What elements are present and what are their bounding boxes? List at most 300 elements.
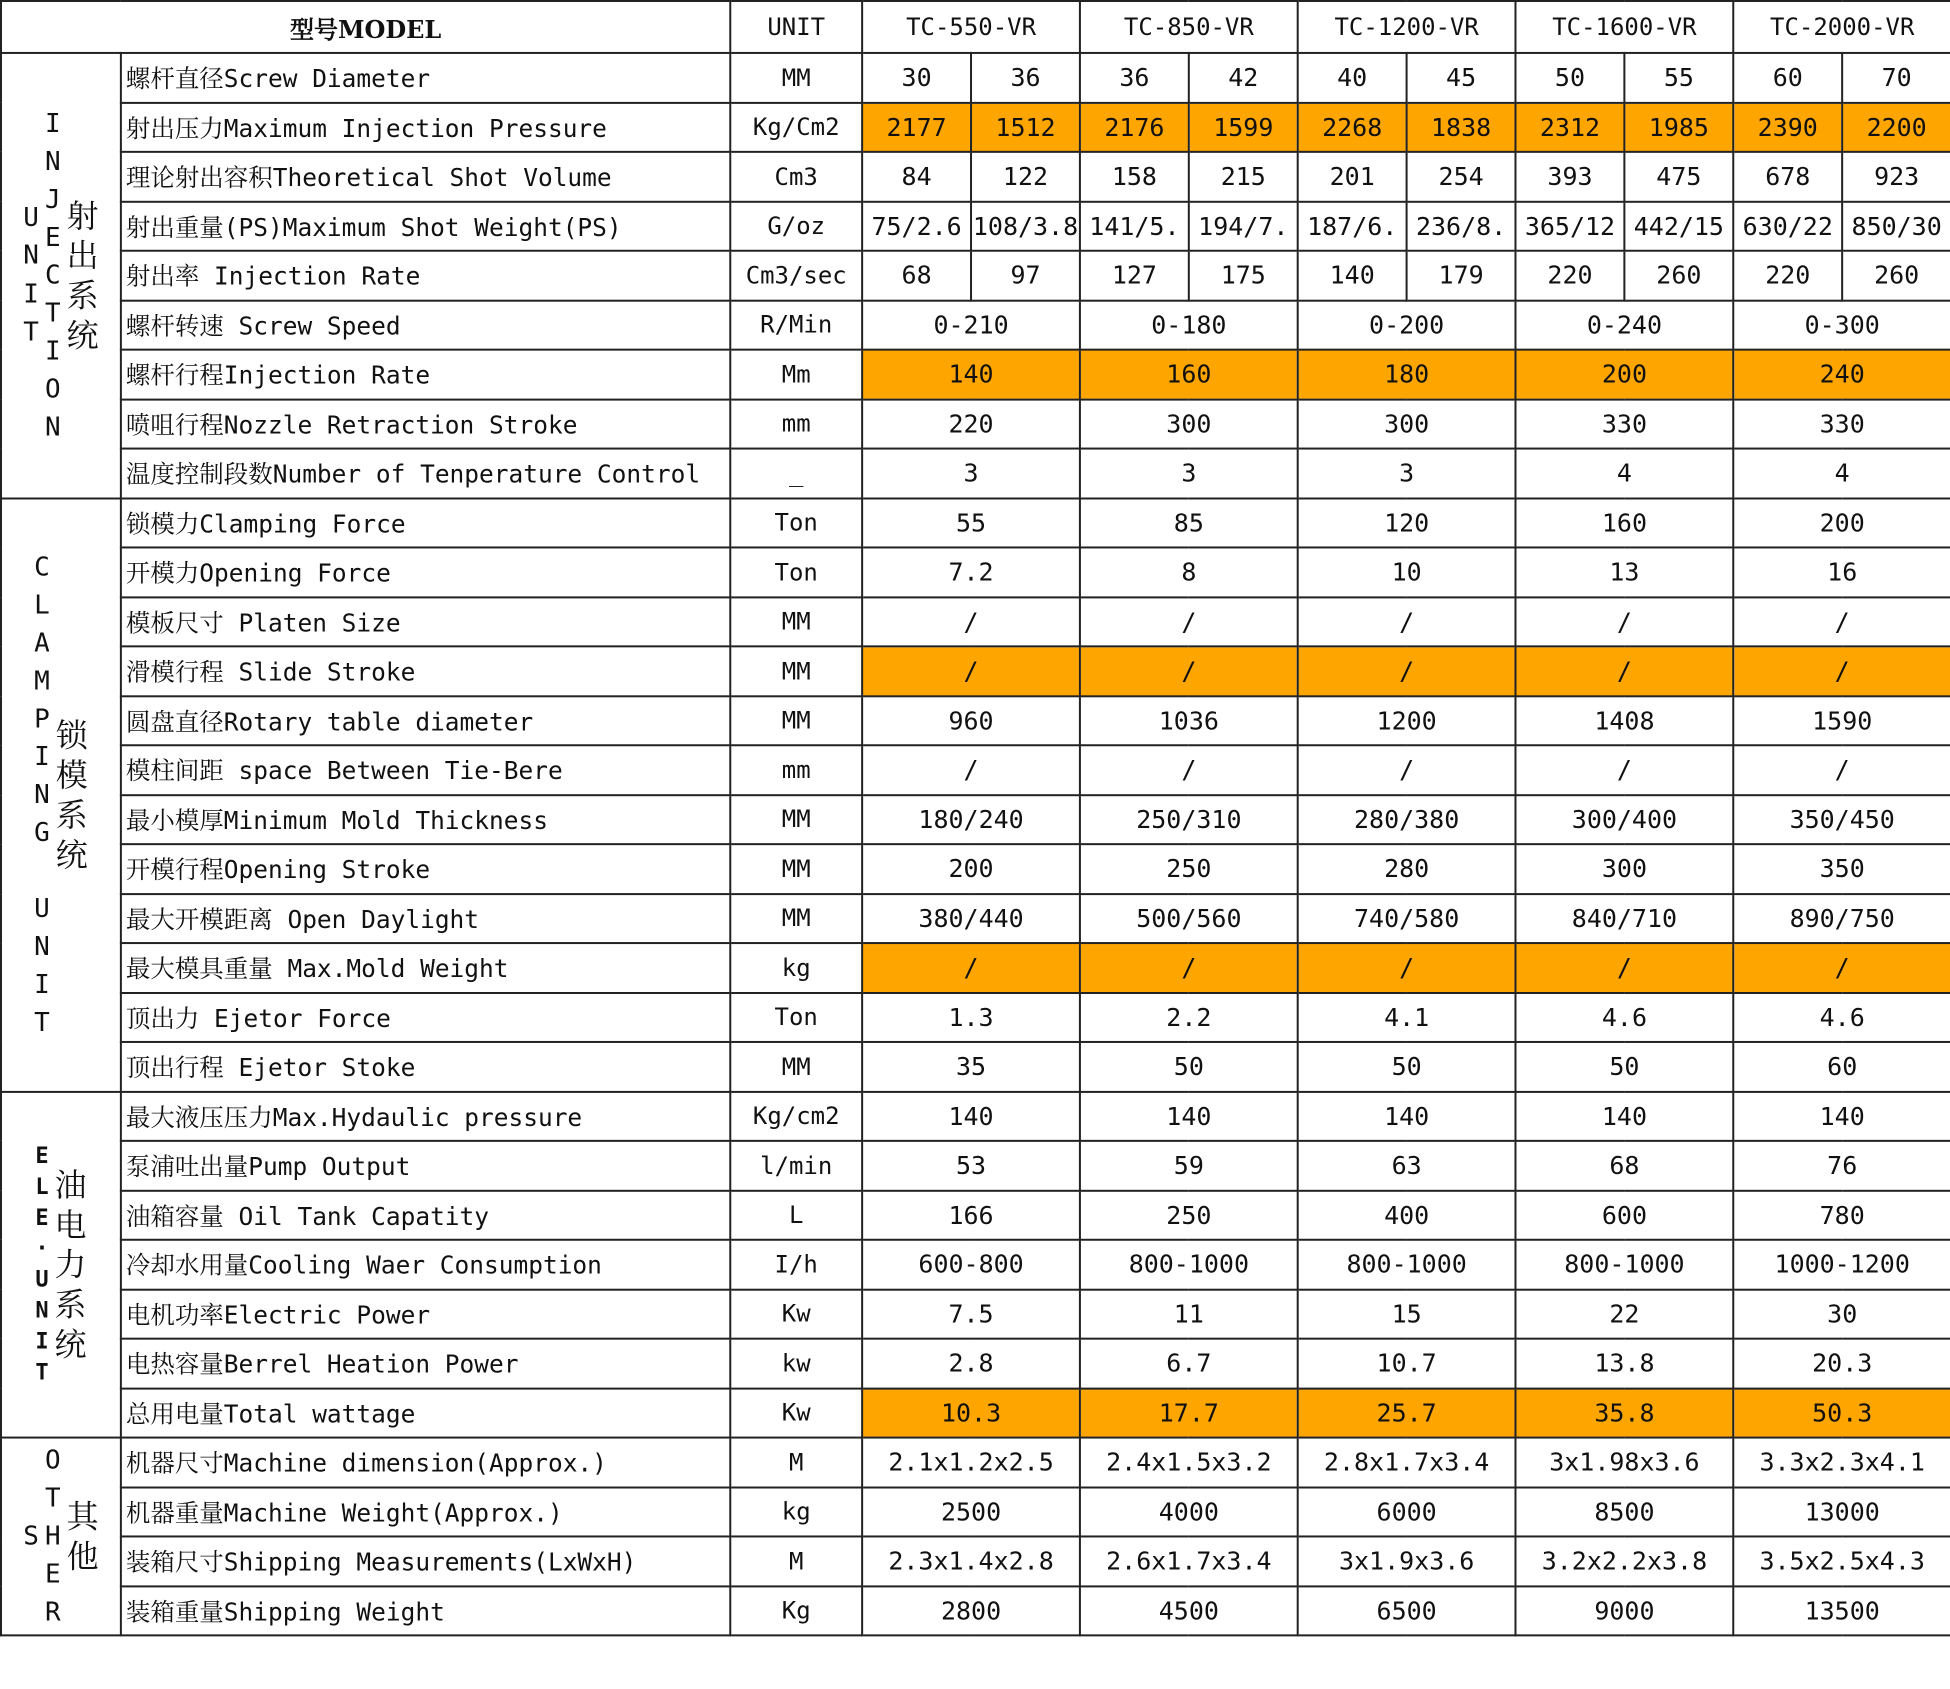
row-label: 装箱尺寸Shipping Measurements(LxWxH) <box>121 1536 730 1585</box>
value-cell: 1599 <box>1189 102 1298 151</box>
section-letter: U <box>35 1267 49 1293</box>
value-cell: 15 <box>1298 1289 1516 1338</box>
value-cell: 2.4x1.5x3.2 <box>1080 1438 1298 1487</box>
value-cell: 1036 <box>1080 696 1298 745</box>
value-cell: 11 <box>1080 1289 1298 1338</box>
value-cell: 2176 <box>1080 102 1189 151</box>
section-letter: E <box>44 222 61 253</box>
section-letter: N <box>35 1298 49 1324</box>
value-cell: 2500 <box>862 1487 1080 1536</box>
spec-row <box>1 1438 1950 1487</box>
section-letter: 锁 <box>55 715 88 754</box>
row-unit: MM <box>730 597 862 646</box>
row-unit: kw <box>730 1339 862 1388</box>
value-cell: / <box>862 597 1080 646</box>
value-cell: 13 <box>1516 547 1734 596</box>
row-unit: MM <box>730 894 862 943</box>
value-cell: 800-1000 <box>1516 1240 1734 1289</box>
row-label: 射出压力Maximum Injection Pressure <box>121 102 730 151</box>
section-injection-unit <box>1 53 121 498</box>
section-letters <box>55 1165 87 1365</box>
value-cell: 158 <box>1080 152 1189 201</box>
value-cell: 140 <box>1733 1091 1950 1140</box>
value-cell: 1408 <box>1516 696 1734 745</box>
section-letter: · <box>35 1236 49 1262</box>
section-letter: O <box>44 374 61 405</box>
row-label: 喷咀行程Nozzle Retraction Stroke <box>121 399 730 448</box>
row-label: 射出重量(PS)Maximum Shot Weight(PS) <box>121 201 730 250</box>
section-letters <box>23 199 39 353</box>
value-cell: / <box>1733 646 1950 695</box>
value-cell: / <box>1080 597 1298 646</box>
section-letter: I <box>35 1329 49 1355</box>
value-cell: / <box>1080 646 1298 695</box>
spec-row <box>1 597 1950 646</box>
spec-row <box>1 1487 1950 1536</box>
spec-row <box>1 1141 1950 1190</box>
row-label: 模板尺寸 Platen Size <box>121 597 730 646</box>
section-letters <box>67 196 99 356</box>
value-cell: 3 <box>862 449 1080 498</box>
value-cell: 200 <box>862 844 1080 893</box>
value-cell: 141/5. <box>1080 201 1189 250</box>
value-cell: 140 <box>1298 1091 1516 1140</box>
row-label: 最小模厚Minimum Mold Thickness <box>121 795 730 844</box>
value-cell: / <box>862 943 1080 992</box>
section-label <box>2 1092 120 1436</box>
spec-row <box>1 646 1950 695</box>
value-cell: 280 <box>1298 844 1516 893</box>
section-letter: P <box>34 703 50 734</box>
value-cell: 6500 <box>1298 1586 1516 1635</box>
value-cell: 220 <box>1733 251 1842 300</box>
section-letter: 力 <box>54 1245 87 1284</box>
row-label: 圆盘直径Rotary table diameter <box>121 696 730 745</box>
value-cell: 780 <box>1733 1190 1950 1239</box>
spec-row <box>1 498 1950 547</box>
section-letter: 统 <box>55 835 88 874</box>
value-cell: 68 <box>862 251 971 300</box>
spec-row <box>1 300 1950 349</box>
value-cell: 60 <box>1733 53 1842 102</box>
row-unit: Ton <box>730 498 862 547</box>
value-cell: 50 <box>1516 1042 1734 1091</box>
value-cell: 250/310 <box>1080 795 1298 844</box>
value-cell: 140 <box>1516 1091 1734 1140</box>
section-letters <box>45 1442 61 1632</box>
value-cell: 442/15 <box>1624 201 1733 250</box>
section-letter: 模 <box>55 755 88 794</box>
value-cell: 50.3 <box>1733 1388 1950 1437</box>
value-cell: 1000-1200 <box>1733 1240 1950 1289</box>
section-letter: 其 <box>66 1497 99 1536</box>
row-unit: Ton <box>730 993 862 1042</box>
section-other <box>1 1438 121 1636</box>
value-cell: 166 <box>862 1190 1080 1239</box>
value-cell: 160 <box>1516 498 1734 547</box>
value-cell: 2800 <box>862 1586 1080 1635</box>
row-label: 冷却水用量Cooling Waer Consumption <box>121 1240 730 1289</box>
value-cell: 3.5x2.5x4.3 <box>1733 1536 1950 1585</box>
row-unit: Mm <box>730 350 862 399</box>
value-cell: 0-300 <box>1733 300 1950 349</box>
row-label: 泵浦吐出量Pump Output <box>121 1141 730 1190</box>
value-cell: 17.7 <box>1080 1388 1298 1437</box>
value-cell: 850/30 <box>1842 201 1950 250</box>
value-cell: 120 <box>1298 498 1516 547</box>
value-cell: 1512 <box>971 102 1080 151</box>
value-cell: 1985 <box>1624 102 1733 151</box>
value-cell: 2268 <box>1298 102 1407 151</box>
value-cell: 55 <box>1624 53 1733 102</box>
row-unit: _ <box>730 449 862 498</box>
value-cell: 2.2 <box>1080 993 1298 1042</box>
value-cell: / <box>1298 745 1516 794</box>
row-unit: kg <box>730 943 862 992</box>
value-cell: 70 <box>1842 53 1950 102</box>
value-cell: / <box>1298 943 1516 992</box>
spec-row <box>1 1388 1950 1437</box>
spec-row <box>1 449 1950 498</box>
value-cell: 220 <box>862 399 1080 448</box>
section-letter: 油 <box>54 1165 87 1204</box>
value-cell: 194/7. <box>1189 201 1298 250</box>
row-unit: MM <box>730 53 862 102</box>
row-label: 顶出行程 Ejetor Stoke <box>121 1042 730 1091</box>
row-unit: mm <box>730 745 862 794</box>
row-label: 顶出力 Ejetor Force <box>121 993 730 1042</box>
value-cell: 180 <box>1298 350 1516 399</box>
row-unit: MM <box>730 696 862 745</box>
value-cell: 2390 <box>1733 102 1842 151</box>
row-unit: Cm3 <box>730 152 862 201</box>
value-cell: 890/750 <box>1733 894 1950 943</box>
unit-header: UNIT <box>730 1 862 53</box>
section-letter: N <box>44 146 61 177</box>
value-cell: / <box>1516 597 1734 646</box>
row-label: 螺杆转速 Screw Speed <box>121 300 730 349</box>
row-label: 开模力Opening Force <box>121 547 730 596</box>
spec-row <box>1 399 1950 448</box>
section-letter: 他 <box>66 1537 99 1576</box>
value-cell: 300 <box>1516 844 1734 893</box>
section-letter: H <box>44 1521 61 1552</box>
value-cell: 1.3 <box>862 993 1080 1042</box>
section-letter: 射 <box>66 196 99 235</box>
section-letter: L <box>35 1174 49 1200</box>
value-cell: / <box>1298 597 1516 646</box>
value-cell: 240 <box>1733 350 1950 399</box>
value-cell: 2.8 <box>862 1339 1080 1388</box>
value-cell: 0-200 <box>1298 300 1516 349</box>
value-cell: 127 <box>1080 251 1189 300</box>
value-cell: 2200 <box>1842 102 1950 151</box>
section-letter: E <box>44 1559 61 1590</box>
section-letter: L <box>34 589 50 620</box>
value-cell: 50 <box>1080 1042 1298 1091</box>
value-cell: 9000 <box>1516 1586 1734 1635</box>
row-label: 射出率 Injection Rate <box>121 251 730 300</box>
section-letter: A <box>34 627 50 658</box>
spec-row <box>1 547 1950 596</box>
value-cell: 215 <box>1189 152 1298 201</box>
value-cell: / <box>1298 646 1516 695</box>
section-clamping-unit <box>1 498 121 1091</box>
value-cell: 175 <box>1189 251 1298 300</box>
value-cell: 10.7 <box>1298 1339 1516 1388</box>
value-cell: / <box>1733 597 1950 646</box>
section-letter <box>34 852 50 890</box>
row-label: 最大液压压力Max.Hydaulic pressure <box>121 1091 730 1140</box>
row-label: 电机功率Electric Power <box>121 1289 730 1338</box>
value-cell: 53 <box>862 1141 1080 1190</box>
value-cell: 36 <box>971 53 1080 102</box>
value-cell: 22 <box>1516 1289 1734 1338</box>
row-label: 开模行程Opening Stroke <box>121 844 730 893</box>
value-cell: 140 <box>862 1091 1080 1140</box>
value-cell: 1590 <box>1733 696 1950 745</box>
value-cell: 3x1.9x3.6 <box>1298 1536 1516 1585</box>
value-cell: 254 <box>1407 152 1516 201</box>
value-cell: 0-180 <box>1080 300 1298 349</box>
value-cell: 260 <box>1842 251 1950 300</box>
value-cell: 8500 <box>1516 1487 1734 1536</box>
value-cell: 35.8 <box>1516 1388 1734 1437</box>
value-cell: 2312 <box>1516 102 1625 151</box>
value-cell: 4.6 <box>1516 993 1734 1042</box>
row-unit: Kg/cm2 <box>730 1091 862 1140</box>
row-label: 电热容量Berrel Heation Power <box>121 1339 730 1388</box>
value-cell: 300/400 <box>1516 795 1734 844</box>
value-cell: 13.8 <box>1516 1339 1734 1388</box>
value-cell: 380/440 <box>862 894 1080 943</box>
row-unit: Cm3/sec <box>730 251 862 300</box>
value-cell: 140 <box>862 350 1080 399</box>
value-cell: 4 <box>1733 449 1950 498</box>
section-letter: C <box>34 551 50 582</box>
row-label: 最大开模距离 Open Daylight <box>121 894 730 943</box>
row-unit: MM <box>730 646 862 695</box>
value-cell: / <box>862 745 1080 794</box>
section-letter: T <box>34 1007 50 1038</box>
section-letter: T <box>23 317 39 348</box>
value-cell: 300 <box>1080 399 1298 448</box>
value-cell: / <box>862 646 1080 695</box>
row-unit: kg <box>730 1487 862 1536</box>
section-letters <box>34 548 50 1042</box>
value-cell: 220 <box>1516 251 1625 300</box>
value-cell: 4 <box>1516 449 1734 498</box>
value-cell: 0-240 <box>1516 300 1734 349</box>
section-letter: I <box>23 279 39 310</box>
section-letter: U <box>34 893 50 924</box>
section-letter: O <box>44 1445 61 1476</box>
value-cell: 330 <box>1733 399 1950 448</box>
value-cell: 75/2.6 <box>862 201 971 250</box>
value-cell: 179 <box>1407 251 1516 300</box>
section-letter: T <box>35 1360 49 1386</box>
value-cell: 600 <box>1516 1190 1734 1239</box>
section-letter: E <box>35 1143 49 1169</box>
value-cell: 20.3 <box>1733 1339 1950 1388</box>
row-label: 理论射出容积Theoretical Shot Volume <box>121 152 730 201</box>
row-unit: MM <box>730 1042 862 1091</box>
section-letter: I <box>44 336 61 367</box>
spec-row <box>1 251 1950 300</box>
value-cell: 960 <box>862 696 1080 745</box>
value-cell: 42 <box>1189 53 1298 102</box>
value-cell: 140 <box>1080 1091 1298 1140</box>
row-label: 模柱间距 space Between Tie-Bere <box>121 745 730 794</box>
value-cell: 2177 <box>862 102 971 151</box>
section-letter: N <box>34 931 50 962</box>
value-cell: 76 <box>1733 1141 1950 1190</box>
value-cell: 330 <box>1516 399 1734 448</box>
value-cell: 4.6 <box>1733 993 1950 1042</box>
row-label: 装箱重量Shipping Weight <box>121 1586 730 1635</box>
section-letter: C <box>44 260 61 291</box>
value-cell: 2.8x1.7x3.4 <box>1298 1438 1516 1487</box>
value-cell: 201 <box>1298 152 1407 201</box>
model-name: TC-2000-VR <box>1733 1 1950 53</box>
spec-row <box>1 201 1950 250</box>
value-cell: 59 <box>1080 1141 1298 1190</box>
section-letter: S <box>23 1521 39 1552</box>
section-letters <box>67 1497 99 1577</box>
row-label: 最大模具重量 Max.Mold Weight <box>121 943 730 992</box>
section-letter: G <box>34 817 50 848</box>
spec-row <box>1 1586 1950 1635</box>
value-cell: 3x1.98x3.6 <box>1516 1438 1734 1487</box>
value-cell: 400 <box>1298 1190 1516 1239</box>
value-cell: 68 <box>1516 1141 1734 1190</box>
value-cell: 1200 <box>1298 696 1516 745</box>
section-label <box>2 1439 120 1635</box>
value-cell: 13500 <box>1733 1586 1950 1635</box>
value-cell: 180/240 <box>862 795 1080 844</box>
section-letter: 电 <box>54 1205 87 1244</box>
row-unit: Kg/Cm2 <box>730 102 862 151</box>
spec-row <box>1 795 1950 844</box>
row-unit: M <box>730 1536 862 1585</box>
value-cell: 200 <box>1516 350 1734 399</box>
model-name: TC-1600-VR <box>1516 1 1734 53</box>
value-cell: 55 <box>862 498 1080 547</box>
section-letter: I <box>34 741 50 772</box>
spec-row <box>1 894 1950 943</box>
row-label: 机器尺寸Machine dimension(Approx.) <box>121 1438 730 1487</box>
spec-row <box>1 1240 1950 1289</box>
value-cell: 800-1000 <box>1298 1240 1516 1289</box>
section-letter: R <box>44 1597 61 1628</box>
section-letters <box>23 1517 39 1555</box>
section-letter: 系 <box>54 1285 87 1324</box>
section-letter: N <box>23 241 39 271</box>
section-letter: I <box>34 969 50 1000</box>
value-cell: 13000 <box>1733 1487 1950 1536</box>
value-cell: 140 <box>1298 251 1407 300</box>
value-cell: 200 <box>1733 498 1950 547</box>
value-cell: 300 <box>1298 399 1516 448</box>
spec-row <box>1 1339 1950 1388</box>
section-letter: 统 <box>66 316 99 355</box>
value-cell: 923 <box>1842 152 1950 201</box>
row-unit: Kg <box>730 1586 862 1635</box>
value-cell: 30 <box>1733 1289 1950 1338</box>
section-letters <box>56 715 88 875</box>
value-cell: 630/22 <box>1733 201 1842 250</box>
section-letter: U <box>23 202 39 233</box>
value-cell: 2.6x1.7x3.4 <box>1080 1536 1298 1585</box>
value-cell: 475 <box>1624 152 1733 201</box>
spec-row <box>1 102 1950 151</box>
row-unit: Kw <box>730 1289 862 1338</box>
value-cell: 236/8. <box>1407 201 1516 250</box>
section-label <box>2 499 120 1090</box>
value-cell: / <box>1516 745 1734 794</box>
row-unit: I/h <box>730 1240 862 1289</box>
spec-row <box>1 1042 1950 1091</box>
value-cell: 10 <box>1298 547 1516 596</box>
model-name: TC-850-VR <box>1080 1 1298 53</box>
value-cell: 160 <box>1080 350 1298 399</box>
row-unit: L <box>730 1190 862 1239</box>
value-cell: 122 <box>971 152 1080 201</box>
value-cell: 250 <box>1080 844 1298 893</box>
section-label <box>2 54 120 497</box>
value-cell: 50 <box>1516 53 1625 102</box>
spec-row <box>1 53 1950 102</box>
value-cell: 30 <box>862 53 971 102</box>
value-cell: 393 <box>1516 152 1625 201</box>
section-electric-unit <box>1 1091 121 1437</box>
value-cell: 6000 <box>1298 1487 1516 1536</box>
value-cell: 2.3x1.4x2.8 <box>862 1536 1080 1585</box>
header-row <box>1 1 1950 53</box>
row-label: 锁模力Clamping Force <box>121 498 730 547</box>
value-cell: / <box>1733 745 1950 794</box>
row-unit: MM <box>730 844 862 893</box>
row-unit: mm <box>730 399 862 448</box>
section-letter: 统 <box>54 1325 87 1364</box>
row-unit: l/min <box>730 1141 862 1190</box>
value-cell: 350 <box>1733 844 1950 893</box>
section-letter: T <box>44 1483 61 1514</box>
value-cell: 350/450 <box>1733 795 1950 844</box>
section-letter: J <box>44 184 61 215</box>
value-cell: 2.1x1.2x2.5 <box>862 1438 1080 1487</box>
value-cell: 280/380 <box>1298 795 1516 844</box>
value-cell: 4000 <box>1080 1487 1298 1536</box>
value-cell: 16 <box>1733 547 1950 596</box>
section-letter: N <box>44 412 61 443</box>
section-letter: N <box>34 779 50 810</box>
row-unit: G/oz <box>730 201 862 250</box>
spec-row <box>1 696 1950 745</box>
value-cell: 800-1000 <box>1080 1240 1298 1289</box>
spec-row <box>1 152 1950 201</box>
value-cell: 63 <box>1298 1141 1516 1190</box>
value-cell: 45 <box>1407 53 1516 102</box>
value-cell: 187/6. <box>1298 201 1407 250</box>
section-letter: 系 <box>55 795 88 834</box>
row-unit: Ton <box>730 547 862 596</box>
value-cell: 6.7 <box>1080 1339 1298 1388</box>
value-cell: 840/710 <box>1516 894 1734 943</box>
spec-row <box>1 844 1950 893</box>
value-cell: / <box>1080 745 1298 794</box>
section-letter: I <box>44 108 61 139</box>
